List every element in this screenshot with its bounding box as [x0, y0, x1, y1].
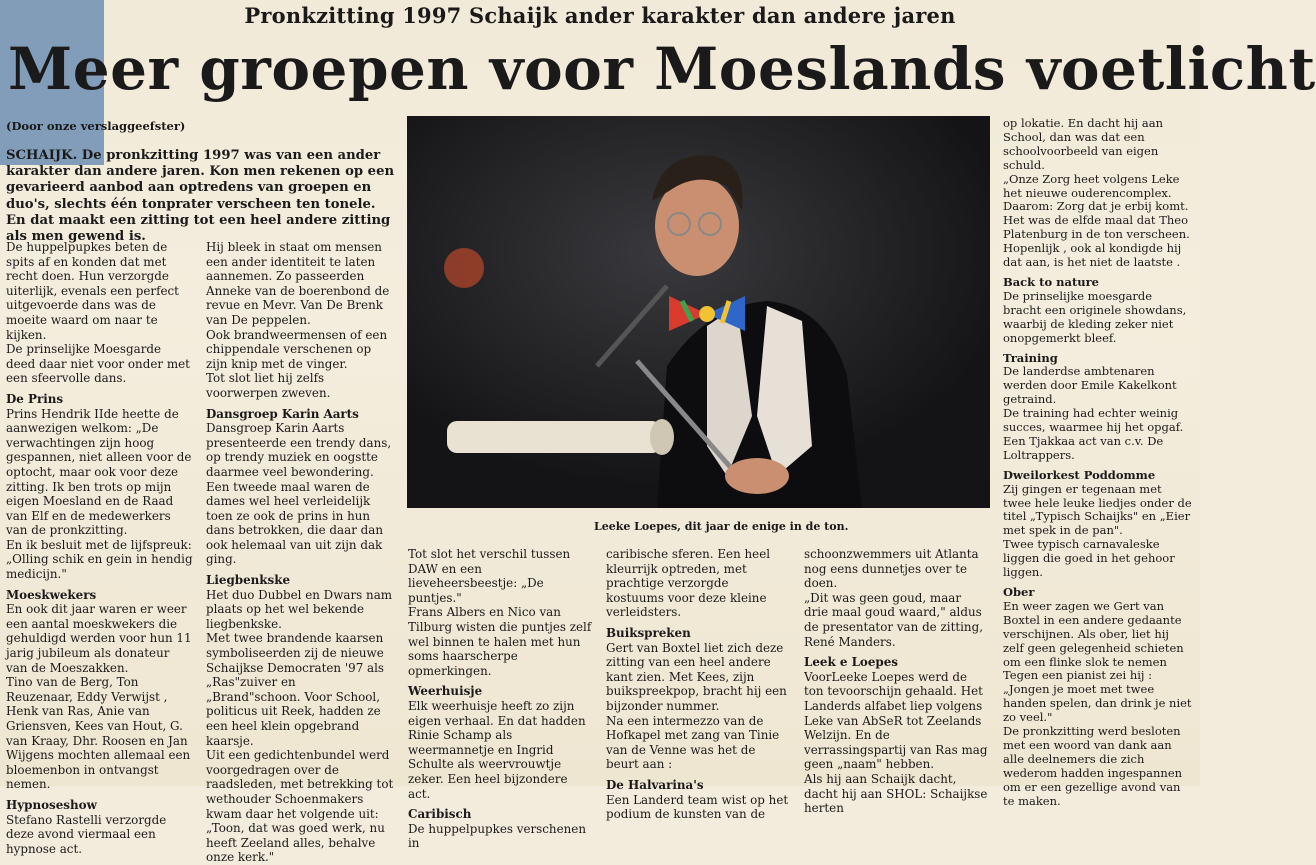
paragraph: Stefano Rastelli verzorgde deze avond viermaal een hypnose act.	[6, 812, 167, 856]
paragraph: Na een intermezzo van de Hofkapel met zang van Tinie van de Venne was het de beurt aan :	[606, 713, 780, 772]
subheading-caribisch: Caribisch	[408, 807, 472, 822]
column-2	[206, 240, 394, 865]
subheading-dansgroep: Dansgroep Karin Aarts	[206, 406, 359, 421]
subheading-training: Training	[1003, 350, 1058, 365]
paragraph: De prinselijke moesgarde bracht een originele showdans, waarbij de kleding zeker niet onopgemerkt bleef.	[1003, 288, 1187, 345]
paragraph: schoonzwemmers uit Atlanta nog eens dunnetjes over te doen.	[804, 547, 979, 591]
paragraph: De prinselijke Moesgarde deed daar niet voor onder met een sfeervolle dans.	[6, 342, 190, 386]
subheading-dweilorkest: Dweilorkest Poddomme	[1003, 467, 1156, 482]
subheading-halvarinas: De Halvarina's	[606, 777, 704, 792]
paragraph: Hij bleek in staat om mensen een ander identiteit te laten aannemen. Zo passeerden Anneke van de boerenbond de revue en Mevr. Van De Brenk van De peppelen.	[206, 240, 390, 327]
stage-photo	[407, 116, 990, 508]
paragraph: Als hij aan Schaijk dacht, dacht hij aan SHOL: Schaijkse herten	[804, 771, 988, 816]
photo-caption: Leeke Loepes, dit jaar de enige in de ton.	[594, 520, 849, 533]
paragraph: Frans Albers en Nico van Tilburg wisten die puntjes zelf wel binnen te halen met hun soms haarscherpe opmerkingen.	[408, 605, 592, 678]
paragraph: En ik besluit met de lijfspreuk: „Olling schik en gein in hendig medicijn."	[6, 537, 193, 582]
paragraph: En weer zagen we Gert van Boxtel in een andere gedaante verschijnen. Als ober, liet hij zelf geen gelegenheid schieten om een flinke slok te nemen Tegen een pianist zei hij : „Jongen je moet met twee handen spelen, dan drink je niet zo veel."	[1003, 598, 1192, 725]
paragraph: De pronkzitting werd besloten met een woord van dank aan alle deelnemers die zich wederom hadden ingespannen om er een gezellige avond van te maken.	[1003, 724, 1183, 808]
paragraph: Ook brandweermensen of een chippendale verschenen op zijn knip met de vinger.	[206, 327, 388, 371]
paragraph: Prins Hendrik IIde heette de aanwezigen welkom: „De verwachtingen zijn hoog gespannen, niet alleen voor de optocht, maar ook voor deze zitting. Ik ben trots op mijn eigen Moesland en de Raad van Elf en de medewerkers van de pronkzitting.	[6, 406, 192, 538]
paragraph: Uit een gedichtenbundel werd voorgedragen over de raadsleden, met betrekking tot wethouder Schoenmakers kwam daar het volgende uit: „Toon, dat was goed werk, nu heeft Zeeland alles, behalve onze kerk."	[206, 748, 394, 865]
kicker: Pronkzitting 1997 Schaijk ander karakter dan andere jaren	[244, 3, 956, 28]
paragraph: VoorLeeke Loepes werd de ton tevoorschijn gehaald. Het Landerds alfabet liep volgens Leke van AbSeR tot Zeelands Welzijn. En de verrassingspartij van Ras mag geen „naam" hebben.	[804, 669, 988, 772]
subheading-weerhuisje: Weerhuisje	[408, 684, 483, 699]
paragraph: Tot slot het verschil tussen DAW en een lieveheersbeestje: „De puntjes."	[408, 547, 571, 605]
column-1	[6, 240, 193, 856]
paragraph: Een tweede maal waren de dames wel heel verleidelijk toen ze ook de prins in hun dans betrokken, die daar dan ook helemaal van uit zijn dak ging.	[206, 479, 384, 567]
dateline: SCHAIJK.	[6, 148, 78, 163]
paragraph: Dansgroep Karin Aarts presenteerde een trendy dans, op trendy muziek en oogstte daarmee veel bewondering.	[206, 421, 392, 479]
headline: Meer groepen voor Moeslands voetlicht	[8, 35, 1316, 103]
paragraph: „Dit was geen goud, maar drie maal goud waard," aldus de presentator van de zitting, René Manders.	[804, 590, 983, 649]
paragraph: En ook dit jaar waren er weer een aantal moeskwekers die gehuldigd werden voor hun 11 jarig jubileum als donateur van de Moeszakken.	[6, 602, 192, 675]
paragraph: Met twee brandende kaarsen symboliseerden zij de nieuwe Schaijkse Democraten '97 als „Ras"zuiver en „Brand"schoon. Voor School, politicus uit Reek, hadden ze een heel klein opgebrand kaarsje.	[206, 631, 385, 748]
lead-text: De pronkzitting 1997 was van een ander karakter dan andere jaren. Kon men rekenen op een gevarieerd aanbod aan optredens van groepen en duo's, slechts één tonprater verscheen ten tonele. En dat maakt een zitting tot een heel andere zitting als men gewend is.	[6, 148, 395, 245]
paragraph: Elk weerhuisje heeft zo zijn eigen verhaal. En dat hadden Rinie Schamp als weermannetje en Ingrid Schulte als weervrouwtje zeker. Een heel bijzondere act.	[408, 698, 586, 801]
paragraph: De training had echter weinig succes, waarmee hij het opgaf. Een Tjakkaa act van c.v. De Loltrappers.	[1003, 406, 1184, 462]
column-6	[1003, 117, 1193, 809]
subheading-ober: Ober	[1003, 585, 1035, 599]
column-5	[804, 547, 988, 816]
paragraph: De landerdse ambtenaren werden door Emile Kakelkont getraind.	[1003, 364, 1177, 407]
paragraph: Tino van de Berg, Ton Reuzenaar, Eddy Verwijst , Henk van Ras, Anie van Griensven, Kees van Hout, G. van Kraay, Dhr. Roosen en Jan Wijgens mochten allemaal een bloemenbon in ontvangst nemen.	[6, 675, 191, 792]
paragraph: Twee typisch carnavaleske liggen die goed in het gehoor liggen.	[1003, 537, 1175, 580]
paragraph: De huppelpupkes verschenen in	[408, 821, 586, 851]
paragraph: „Onze Zorg heet volgens Leke het nieuwe ouderencomplex. Daarom: Zorg dat je erbij komt. Het was de elfde maal dat Theo Platenburg in de ton verscheen. Hopenlijk , ook al kondigde hij dat aan, is het niet de laatste .	[1003, 171, 1190, 270]
column-4	[606, 547, 790, 822]
performer-illustration	[407, 116, 990, 508]
paragraph: De huppelpupkes beten de spits af en konden dat met recht doen. Hun verzorgde uiterlijk, evenals een perfect uitgevoerde dans was de moeite waard om naar te kijken.	[6, 240, 179, 342]
subheading-moeskwekers: Moeskwekers	[6, 587, 97, 602]
subheading-liegbenkske: Liegbenkske	[206, 573, 291, 588]
subheading-hypnoseshow: Hypnoseshow	[6, 797, 97, 812]
lead-paragraph	[6, 148, 398, 245]
paragraph: op lokatie. En dacht hij aan School, dan was dat een schoolvoorbeeld van eigen schuld.	[1003, 116, 1164, 172]
subheading-back-to-nature: Back to nature	[1003, 274, 1099, 289]
subheading-buikspreken: Buikspreken	[606, 625, 691, 640]
paragraph: caribische sferen. Een heel kleurrijk optreden, met prachtige verzorgde kostuums voor deze kleine verleidsters.	[606, 547, 771, 620]
byline: (Door onze verslaggeefster)	[6, 119, 186, 133]
column-3	[408, 547, 592, 851]
paragraph: Tot slot liet hij zelfs voorwerpen zweven.	[206, 371, 331, 400]
paragraph: Een Landerd team wist op het podium de kunsten van de	[606, 792, 789, 822]
paragraph: Zij gingen er tegenaan met twee hele leuke liedjes onder de titel „Typisch Schaijks" en „Eier met spek in de pan".	[1003, 481, 1192, 538]
paragraph: Het duo Dubbel en Dwars nam plaats op het wel bekende liegbenkske.	[206, 587, 393, 631]
paragraph: Gert van Boxtel liet zich deze zitting van een heel andere kant zien. Met Kees, zijn buikspreekpop, bracht hij een bijzonder nummer.	[606, 640, 787, 713]
subheading-de-prins: De Prins	[6, 391, 64, 406]
subheading-leeke-loepes: Leek e Loepes	[804, 655, 899, 670]
